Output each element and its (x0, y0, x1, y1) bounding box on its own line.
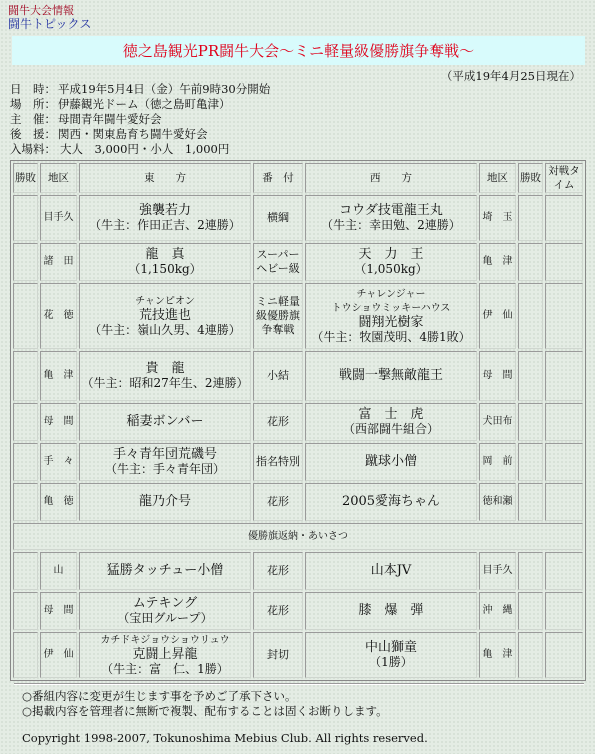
west-result (518, 195, 543, 241)
bout-time (545, 552, 583, 590)
east-result (13, 552, 38, 590)
west-result (518, 243, 543, 281)
rank: ミニ軽量級優勝旗争奪戦 (253, 283, 303, 349)
west-bull-name: 蹴球小僧 (364, 454, 417, 469)
rank: 封切 (253, 632, 303, 678)
east-area: 亀 徳 (40, 483, 77, 521)
east-result (13, 283, 38, 349)
west-area: 犬田布 (479, 403, 516, 441)
west-result (518, 552, 543, 590)
header-result-west: 勝敗 (518, 163, 543, 193)
bout-row (13, 243, 583, 281)
east-area: 伊 仙 (40, 632, 77, 678)
bout-row (13, 195, 583, 241)
bout-row (13, 592, 583, 630)
west-bull-cell (305, 195, 477, 241)
east-bull-owner: （1,150kg） (128, 262, 202, 276)
west-area: 岡 前 (479, 443, 516, 481)
header-area: 地区 (40, 163, 77, 193)
east-bull-name: 克闘上昇龍 (132, 647, 198, 662)
west-bull-cell (305, 351, 477, 401)
copyright: Copyright 1998-2007, Tokunoshima Mebius Club. All rights reserved. (22, 731, 428, 745)
info-label: 後 援： (10, 127, 56, 141)
header-area-west: 地区 (479, 163, 516, 193)
west-area: 目手久 (479, 552, 516, 590)
bout-time (545, 403, 583, 441)
east-area: 花 徳 (40, 283, 77, 349)
bout-row (13, 443, 583, 481)
east-bull-reading: カチドキジョウショウリュウ (100, 635, 230, 646)
info-row (10, 97, 270, 112)
rank: 横綱 (253, 195, 303, 241)
west-area: 母 間 (479, 351, 516, 401)
east-bull-cell (79, 443, 251, 481)
west-bull-cell (305, 403, 477, 441)
header-result: 勝敗 (13, 163, 38, 193)
east-bull-owner: （牛主：昭和27年生、2連勝） (81, 376, 249, 390)
header-east: 東 方 (79, 163, 251, 193)
info-row (10, 112, 270, 127)
east-result (13, 592, 38, 630)
west-area: 徳和瀬 (479, 483, 516, 521)
page-title: 徳之島観光PR闘牛大会～ミニ軽量級優勝旗争奪戦～ (12, 36, 585, 65)
divider (14, 683, 584, 685)
rank: 花形 (253, 403, 303, 441)
west-result (518, 283, 543, 349)
east-bull-name: 手々青年団荒磯号 (112, 447, 217, 462)
info-value: 大人 3,000円・小人 1,000円 (60, 142, 230, 156)
rank: 花形 (253, 552, 303, 590)
breadcrumb-parent-link[interactable]: 闘牛大会情報 (8, 4, 74, 17)
west-area: 埼 玉 (479, 195, 516, 241)
bout-time (545, 443, 583, 481)
west-bull-owner: （1,050kg） (354, 262, 428, 276)
east-area: 母 間 (40, 592, 77, 630)
west-bull-name: 膝 爆 弾 (358, 603, 424, 618)
west-area: 亀 津 (479, 632, 516, 678)
info-value: 平成19年5月4日（金）午前9時30分開始 (58, 82, 271, 96)
east-area: 手 々 (40, 443, 77, 481)
east-bull-owner: （牛主：作田正吉、2連勝） (89, 218, 241, 232)
header-time: 対戦タイム (545, 163, 583, 193)
east-bull-cell (79, 592, 251, 630)
east-bull-cell (79, 552, 251, 590)
header-west: 西 方 (305, 163, 477, 193)
east-result (13, 632, 38, 678)
bout-row (13, 552, 583, 590)
bout-row (13, 351, 583, 401)
east-area: 山 (40, 552, 77, 590)
west-result (518, 403, 543, 441)
east-bull-cell (79, 351, 251, 401)
west-bull-owner: （牛主：牧園茂明、4勝1敗） (311, 330, 471, 344)
note-item: ○掲載内容を管理者に無断で複製、配布することは固くお断りします。 (22, 704, 388, 718)
east-bull-name: 強襲若力 (138, 203, 191, 218)
west-bull-name: 中山獅童 (364, 640, 417, 655)
info-row (10, 127, 270, 142)
east-result (13, 195, 38, 241)
bout-time (545, 351, 583, 401)
east-area: 諸 田 (40, 243, 77, 281)
west-result (518, 443, 543, 481)
west-area: 伊 仙 (479, 283, 516, 349)
east-bull-cell (79, 483, 251, 521)
east-bull-reading: チャンピオン (135, 296, 195, 307)
bout-time (545, 283, 583, 349)
info-label: 場 所： (10, 97, 56, 111)
bout-time (545, 483, 583, 521)
east-bull-name: 龍 真 (145, 247, 185, 262)
interlude-label: 優勝旗返納・あいさつ (13, 523, 583, 550)
bout-table (10, 160, 586, 681)
west-area: 沖 縄 (479, 592, 516, 630)
info-value: 伊藤観光ドーム（徳之島町亀津） (58, 97, 231, 111)
west-bull-owner: （1勝） (369, 655, 413, 669)
east-result (13, 243, 38, 281)
as-of-date: （平成19年4月25日現在） (440, 69, 581, 83)
bout-row (13, 483, 583, 521)
east-bull-name: 猛勝タッチュー小僧 (106, 563, 224, 578)
west-bull-name: 戦闘一撃無敵龍王 (338, 368, 443, 383)
west-bull-owner: （牛主：幸田勉、2連勝） (321, 218, 461, 232)
west-bull-name: 山本JV (370, 563, 412, 578)
rank: 小結 (253, 351, 303, 401)
bout-time (545, 592, 583, 630)
west-result (518, 483, 543, 521)
west-bull-reading: チャレンジャー トウショウミッキーハウス (331, 289, 451, 314)
rank: 指名特別 (253, 443, 303, 481)
rank: 花形 (253, 483, 303, 521)
bout-time (545, 243, 583, 281)
east-bull-owner: （牛主：嶺山久男、4連勝） (89, 323, 241, 337)
west-bull-cell (305, 443, 477, 481)
east-result (13, 403, 38, 441)
east-area: 目手久 (40, 195, 77, 241)
bout-time (545, 195, 583, 241)
east-bull-cell (79, 403, 251, 441)
bout-row (13, 632, 583, 678)
east-bull-owner: （宝田グループ） (117, 611, 213, 625)
east-bull-owner: （牛主：手々青年団） (104, 462, 225, 476)
bout-row (13, 403, 583, 441)
east-area: 母 間 (40, 403, 77, 441)
west-bull-name: 富 士 虎 (358, 407, 424, 422)
west-bull-name: 2005愛海ちゃん (341, 494, 441, 509)
info-row (10, 82, 270, 97)
event-info (10, 82, 270, 157)
west-result (518, 592, 543, 630)
notes (22, 689, 388, 719)
interlude-row (13, 523, 583, 550)
rank: 花形 (253, 592, 303, 630)
east-bull-cell (79, 632, 251, 678)
east-bull-name: ムテキング (132, 596, 198, 611)
rank: スーパーヘビー級 (253, 243, 303, 281)
info-label: 主 催： (10, 112, 56, 126)
info-label: 入場料： (10, 142, 56, 156)
west-area: 亀 津 (479, 243, 516, 281)
info-row (10, 142, 270, 157)
header-rank: 番 付 (253, 163, 303, 193)
west-bull-name: 闘翔光樹家 (358, 315, 424, 330)
west-bull-cell (305, 483, 477, 521)
west-bull-cell (305, 632, 477, 678)
west-bull-cell (305, 243, 477, 281)
west-result (518, 632, 543, 678)
info-label: 日 時： (10, 82, 56, 96)
note-item: ○番組内容に変更が生じます事を予めご了承下さい。 (22, 689, 297, 703)
east-result (13, 443, 38, 481)
east-result (13, 351, 38, 401)
info-value: 関西・関東島育ち闘牛愛好会 (58, 127, 208, 141)
west-result (518, 351, 543, 401)
west-bull-name: 天 力 王 (358, 247, 424, 262)
east-bull-owner: （牛主：富 仁、1勝） (101, 662, 229, 676)
east-bull-cell (79, 195, 251, 241)
east-bull-name: 貴 龍 (145, 361, 185, 376)
west-bull-cell (305, 283, 477, 349)
west-bull-cell (305, 552, 477, 590)
west-bull-name: コウダ技電龍王丸 (339, 203, 443, 218)
west-bull-cell (305, 592, 477, 630)
east-bull-name: 荒技進也 (138, 308, 191, 323)
bout-time (545, 632, 583, 678)
info-value: 母間青年闘牛愛好会 (58, 112, 162, 126)
east-result (13, 483, 38, 521)
east-area: 亀 津 (40, 351, 77, 401)
bout-row (13, 283, 583, 349)
west-bull-owner: （西部闘牛組合） (342, 422, 439, 436)
east-bull-cell (79, 283, 251, 349)
table-header-row (13, 163, 583, 193)
east-bull-cell (79, 243, 251, 281)
east-bull-name: 龍乃介号 (138, 494, 191, 509)
breadcrumb-current: 闘牛トピックス (8, 17, 92, 31)
east-bull-name: 稲妻ボンバー (126, 414, 204, 429)
